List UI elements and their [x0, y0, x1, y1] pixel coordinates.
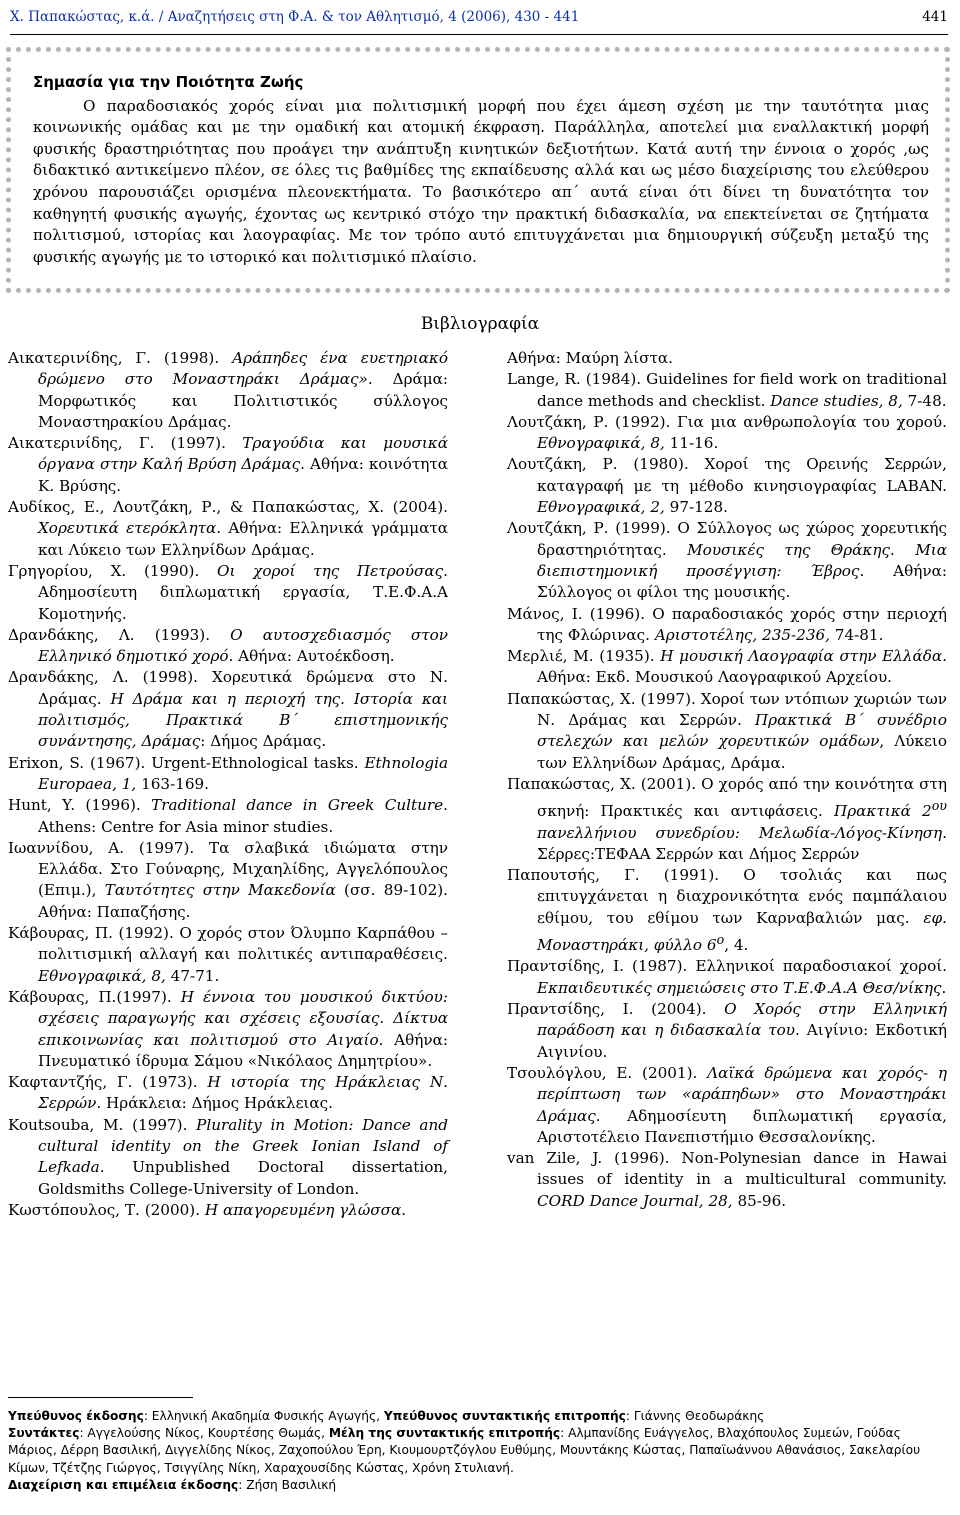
- reference-text: Αράπηδες ένα ευετηριακό δρώμενο στο Μοναστηράκι Δράμας»: [38, 349, 448, 389]
- footer-line: [8, 1408, 950, 1425]
- reference-text: . Αθήνα: Εκδ. Μουσικού Λαογραφικού Αρχείου.: [537, 647, 947, 687]
- reference-text: Κάβουρας, Π. (1992). Ο χορός στον Όλυμπο Καρπάθου – πολιτισμική αλλαγή και πολιτικές αντιπαραθέσεις.: [8, 924, 448, 964]
- reference-text: : Δήμος Δράμας.: [200, 732, 327, 751]
- reference-text: εφ. Μοναστηράκι, φύλλο 6: [537, 908, 947, 955]
- reference-text: Η μουσική Λαογραφία στην Ελλάδα: [660, 647, 943, 666]
- reference-text: CORD Dance Journal, 28,: [537, 1191, 733, 1210]
- reference-entry: [507, 1063, 947, 1148]
- reference-text: Γρηγορίου, Χ. (1990).: [8, 561, 217, 580]
- reference-entry: [8, 987, 448, 1072]
- reference-text: Εθνογραφικά, 8,: [537, 434, 665, 453]
- significance-title: Σημασία για την Ποιότητα Ζωής: [33, 73, 304, 91]
- reference-text: Πραντσίδης, Ι. (2004).: [507, 1000, 725, 1019]
- reference-entry: [8, 433, 448, 497]
- reference-entry: [8, 1115, 448, 1200]
- reference-text: Παπουτσής, Γ. (1991). Ο τσολιάς και πως επιτυγχάνεται η διαχρονικότητα ενός παμπάλαιου εθίμου, του εθίμου των Καρναβαλιών μας.: [507, 866, 947, 927]
- footer-label: Υπεύθυνος έκδοσης: [8, 1409, 144, 1423]
- footer-label: Συντάκτες: [8, 1426, 80, 1441]
- reference-text: .: [941, 978, 947, 997]
- reference-text: Παπακώστας, Χ. (1997). Χοροί των ντόπιων χωριών των Ν. Δράμας και Σερρών.: [507, 689, 947, 730]
- footer: [8, 1408, 950, 1494]
- reference-text: Αριστοτέλης, 235-236,: [654, 625, 830, 644]
- reference-text: 74-81.: [829, 625, 884, 644]
- reference-text: Traditional dance in Greek Culture: [151, 796, 444, 815]
- reference-entry: [8, 625, 448, 668]
- footer-divider: [8, 1397, 193, 1398]
- reference-text: (σσ. 89-102). Αθήνα: Παπαζήσης.: [38, 881, 448, 921]
- reference-text: Λουτζάκη, Ρ. (1999). Ο Σύλλογος ως χώρος χορευτικής δραστηριότητας.: [507, 519, 947, 559]
- reference-text: . Αθήνα: κοινότητα Κ. Βρύσης.: [38, 455, 448, 495]
- citation-link[interactable]: Χ. Παπακώστας, κ.ά. / Αναζητήσεις στη Φ.Α. & τον Αθλητισμό, 4 (2006), 430 - 441: [10, 9, 580, 25]
- reference-text: Εθνογραφικά, 8,: [38, 966, 166, 985]
- reference-text: : Αλμπανίδης Ευάγγελος, Βλαχόπουλος Συμεών, Γούδας Μάριος, Δέρρη Βασιλική, Διγγελίδης Νίκος, Ζαχοπούλου Έρη, Κιουμουρτζόγλου Ευθύμης, Μουντάκης Κώστας, Παπαϊωάννου Αθανάσιος, Σακελαρίου Κίμων, Τζέτζης Γιώργος, Τσιγγίλης Νίκη, Χαραχουσίδης Κώστας, Χρόνη Στυλιανή.: [8, 1426, 921, 1475]
- reference-text: Αθήνα: Μαύρη λίστα.: [507, 349, 673, 367]
- reference-text: : Ελληνική Ακαδημία Φυσικής Αγωγής,: [143, 1409, 384, 1423]
- reference-text: Η Δράμα και η περιοχή της. Ιστορία και πολιτισμός, Πρακτικά Β΄ επιστημονικής συνάντησης, Δράμας: [38, 689, 448, 751]
- reference-text: Dance studies, 8,: [770, 391, 903, 410]
- reference-text: Χορευτικά ετερόκλητα: [38, 519, 217, 538]
- significance-box: [6, 47, 950, 293]
- reference-text: . Ηράκλεια: Δήμος Ηράκλειας.: [96, 1094, 333, 1113]
- bibliography-left-column: [8, 348, 448, 1221]
- reference-entry: [507, 646, 947, 689]
- reference-text: Πραντσίδης, Ι. (1987). Ελληνικοί παραδοσιακοί χοροί.: [507, 957, 947, 976]
- reference-text: Εκπαιδευτικές σημειώσεις στο Τ.Ε.Φ.Α.Α Θεσ/νίκης: [537, 978, 942, 997]
- reference-entry: [8, 838, 448, 923]
- reference-text: Κωστόπουλος, Τ. (2000).: [8, 1200, 205, 1219]
- reference-text: Μάνος, Ι. (1996). Ο παραδοσιακός χορός στην περιοχή της Φλώρινας.: [507, 604, 947, 644]
- reference-entry: [8, 497, 448, 561]
- reference-text: Η απαγορευμένη γλώσσα: [204, 1200, 402, 1219]
- reference-entry: [507, 689, 947, 774]
- reference-text: Κάβουρας, Π.(1997).: [8, 987, 181, 1006]
- reference-entry: [507, 348, 947, 369]
- reference-text: Λουτζάκη, Ρ. (1992). Για μια ανθρωπολογία του χορού.: [507, 412, 947, 431]
- reference-text: . Unpublished Doctoral dissertation, Goldsmiths College-University of London.: [38, 1158, 448, 1198]
- reference-text: Ethnologia Europaea, 1,: [38, 753, 448, 793]
- reference-entry: [507, 956, 947, 999]
- reference-text: Erixon, S. (1967). Urgent-Ethnological tasks.: [8, 753, 365, 772]
- reference-text: . Σέρρες:ΤΕΦΑΑ Σερρών και Δήμος Σερρών: [537, 823, 947, 863]
- reference-text: Τσουλόγλου, Ε. (2001).: [507, 1063, 708, 1082]
- reference-text: Koutsouba, M. (1997).: [8, 1115, 197, 1134]
- reference-text: Αικατερινίδης, Γ. (1997).: [8, 434, 243, 453]
- reference-text: Εθνογραφικά, 2,: [537, 498, 665, 517]
- reference-text: 163-169.: [136, 774, 210, 793]
- reference-entry: [507, 1148, 947, 1212]
- reference-text: . Αιγίνιο: Εκδοτική Αιγινίου.: [537, 1021, 947, 1061]
- reference-text: ου: [931, 798, 948, 814]
- running-header: [10, 0, 948, 35]
- reference-text: . Αθήνα: Σύλλογος οι φίλοι της μουσικής.: [537, 561, 947, 602]
- footer-label: Υπεύθυνος συντακτικής επιτροπής: [383, 1409, 626, 1423]
- reference-text: . Αθήνα: Ελληνικά γράμματα και Λύκειο των Ελληνίδων Δράμας.: [38, 519, 448, 559]
- reference-text: πανελλήνιου συνεδρίου: Μελωδία-Λόγος-Κίνηση: [537, 823, 943, 842]
- footer-label: Διαχείριση και επιμέλεια έκδοσης: [8, 1477, 239, 1492]
- reference-entry: [507, 412, 947, 455]
- significance-text: Ο παραδοσιακός χορός είναι μια πολιτισμική μορφή που έχει άμεση σχέση με την ταυτότητα μιας κοινωνικής ομάδας και με την ομαδική και ατομική έκφραση. Παράλληλα, αποτελεί μια εναλλακτική μορφή φυσικής δραστηριότητας που προάγει την ανάπτυξη κινητικών δεξιοτήτων. Κατά αυτή την έννοια ο χορός ,ως διδακτικό αντικείμενο πλέον, σε όλες τις βαθμίδες της εκπαίδευσης αλλά και ως μέσο διαχείρισης του ελεύθερου χρόνου παρουσιάζει ορισμένα πλεονεκτήματα. Το βασικότερο απ΄ αυτά είναι ότι δίνει τη δυνατότητα τον καθηγητή φυσικής αγωγής, έχοντας ως κεντρικό στόχο την πρακτική διδασκαλία, να επεκτείνεται σε ζητήματα πολιτισμού, ιστορίας και λαογραφίας. Με τον τρόπο αυτό επιτυγχάνεται μια δημιουργική σύζευξη μεταξύ της φυσικής αγωγής με το ιστορικό και πολιτισμικό πλαίσιο.: [33, 96, 929, 266]
- reference-entry: [8, 1072, 448, 1115]
- reference-text: Λαϊκά δρώμενα και χορός- η περίπτωση των «αράπηδων» στο Μοναστηράκι Δράμας: [537, 1063, 947, 1125]
- reference-text: Ο αυτοσχεδιασμός στον Ελληνικό δημοτικό χορό: [38, 625, 448, 666]
- reference-text: 47-71.: [165, 966, 220, 985]
- reference-text: , 4.: [724, 936, 749, 955]
- reference-text: Δρανδάκης, Λ. (1998). Χορευτικά δρώμενα στο Ν. Δράμας.: [8, 668, 448, 708]
- reference-text: Οι χοροί της Πετρούσας: [217, 561, 444, 580]
- reference-text: Καφταντζής, Γ. (1973).: [8, 1073, 208, 1092]
- reference-text: 97-128.: [664, 498, 728, 517]
- reference-text: Ιωαννίδου, Α. (1997). Τα σλαβικά ιδιώματα στην Ελλάδα. Στο Γούναρης, Μιχαηλίδης, Αγγελόπουλος (Επιμ.),: [8, 838, 448, 900]
- reference-text: Μουσικές της Θράκης. Μια διεπιστημονική προσέγγιση: Έβρος: [537, 540, 947, 580]
- reference-text: : Ζήση Βασιλική: [238, 1477, 337, 1492]
- bibliography-title: Βιβλιογραφία: [420, 314, 540, 334]
- reference-text: . Αδημοσίευτη διπλωματική εργασία, Τ.Ε.Φ.Α.Α Κομοτηνής.: [38, 561, 448, 623]
- reference-text: . Αθήνα: Αυτοέκδοση.: [228, 647, 395, 666]
- reference-text: Πρακτικά Β΄ συνέδριο στελεχών και μελών χορευτικών ομάδων: [537, 711, 947, 751]
- reference-text: Ταυτότητες στην Μακεδονία: [104, 881, 336, 900]
- reference-entry: [8, 795, 448, 838]
- footer-label: Μέλη της συντακτικής επιτροπής: [328, 1426, 561, 1441]
- reference-entry: [8, 1200, 448, 1221]
- footer-line: [8, 1477, 950, 1494]
- reference-entry: [507, 454, 947, 518]
- reference-entry: [8, 753, 448, 796]
- reference-text: Η ιστορία της Ηράκλειας Ν. Σερρών: [38, 1073, 449, 1113]
- reference-text: , Λύκειο των Ελληνίδων Δράμας, Δράμα.: [537, 732, 947, 772]
- page-number: 441: [922, 9, 948, 25]
- reference-entry: [507, 865, 947, 956]
- reference-text: Hunt, Y. (1996).: [8, 796, 152, 815]
- reference-entry: [507, 604, 947, 647]
- reference-text: . Αδημοσίευτη διπλωματική εργασία, Αριστοτέλειο Πανεπιστήμιο Θεσσαλονίκης.: [537, 1106, 947, 1146]
- reference-entry: [507, 518, 947, 603]
- reference-text: Plurality in Motion: Dance and cultural identity on the Greek Ionian Island of Lefkada: [38, 1115, 448, 1177]
- reference-text: Τραγούδια και μουσικά όργανα στην Καλή Βρύση Δράμας: [38, 434, 448, 474]
- reference-text: Παπακώστας, Χ. (2001). Ο χορός από την κοινότητα στη σκηνή: Πρακτικές και αντιφάσεις.: [507, 774, 947, 821]
- bibliography-right-column: [507, 348, 947, 1212]
- reference-text: . Δράμα: Μορφωτικός και Πολιτιστικός σύλλογος Μοναστηρακίου Δράμας.: [38, 370, 448, 431]
- reference-entry: [8, 667, 448, 752]
- reference-text: ο: [716, 932, 725, 948]
- reference-text: Πρακτικά 2: [833, 802, 932, 821]
- reference-text: 85-96.: [732, 1191, 787, 1210]
- reference-text: Μερλιέ, Μ. (1935).: [507, 647, 661, 666]
- reference-entry: [507, 369, 947, 412]
- reference-text: Λουτζάκη, Ρ. (1980). Χοροί της Ορεινής Σερρών, καταγραφή με τη μέθοδο κινησιογραφίας LABAN.: [507, 455, 947, 495]
- reference-text: Ο Χορός στην Ελληνική παράδοση και η διδασκαλία του: [537, 1000, 947, 1040]
- reference-text: 7-48.: [902, 391, 947, 410]
- reference-text: .: [401, 1200, 407, 1219]
- reference-entry: [507, 999, 947, 1063]
- reference-text: Η έννοια του μουσικού δικτύου: σχέσεις παραγωγής και σχέσεις εξουσίας. Δίκτυα επικοινωνίας και πολιτισμού στο Αιγαίο: [38, 987, 448, 1049]
- reference-text: van Zile, J. (1996). Non-Polynesian dance in Hawai issues of identity in a multicultural community.: [507, 1149, 947, 1189]
- reference-text: Lange, R. (1984). Guidelines for field work on traditional dance methods and checklist.: [507, 370, 947, 410]
- reference-entry: [8, 923, 448, 987]
- reference-text: Δρανδάκης, Λ. (1993).: [8, 625, 231, 644]
- reference-text: . Athens: Centre for Asia minor studies.: [38, 796, 448, 836]
- reference-entry: [8, 561, 448, 625]
- reference-entry: [8, 348, 448, 433]
- reference-text: 11-16.: [664, 434, 719, 453]
- reference-text: . Αθήνα: Πνευματικό ίδρυμα Σάμου «Νικόλαος Δημητρίου».: [38, 1030, 448, 1070]
- reference-text: : Γιάννης Θεοδωράκης: [625, 1409, 765, 1423]
- reference-text: : Αγγελούσης Νίκος, Κουρτέσης Θωμάς,: [79, 1426, 329, 1441]
- reference-text: Αικατερινίδης, Γ. (1998).: [8, 349, 233, 367]
- footer-line: [8, 1425, 950, 1477]
- reference-text: Αυδίκος, Ε., Λουτζάκη, Ρ., & Παπακώστας, Χ. (2004).: [8, 498, 448, 517]
- reference-entry: [507, 774, 947, 865]
